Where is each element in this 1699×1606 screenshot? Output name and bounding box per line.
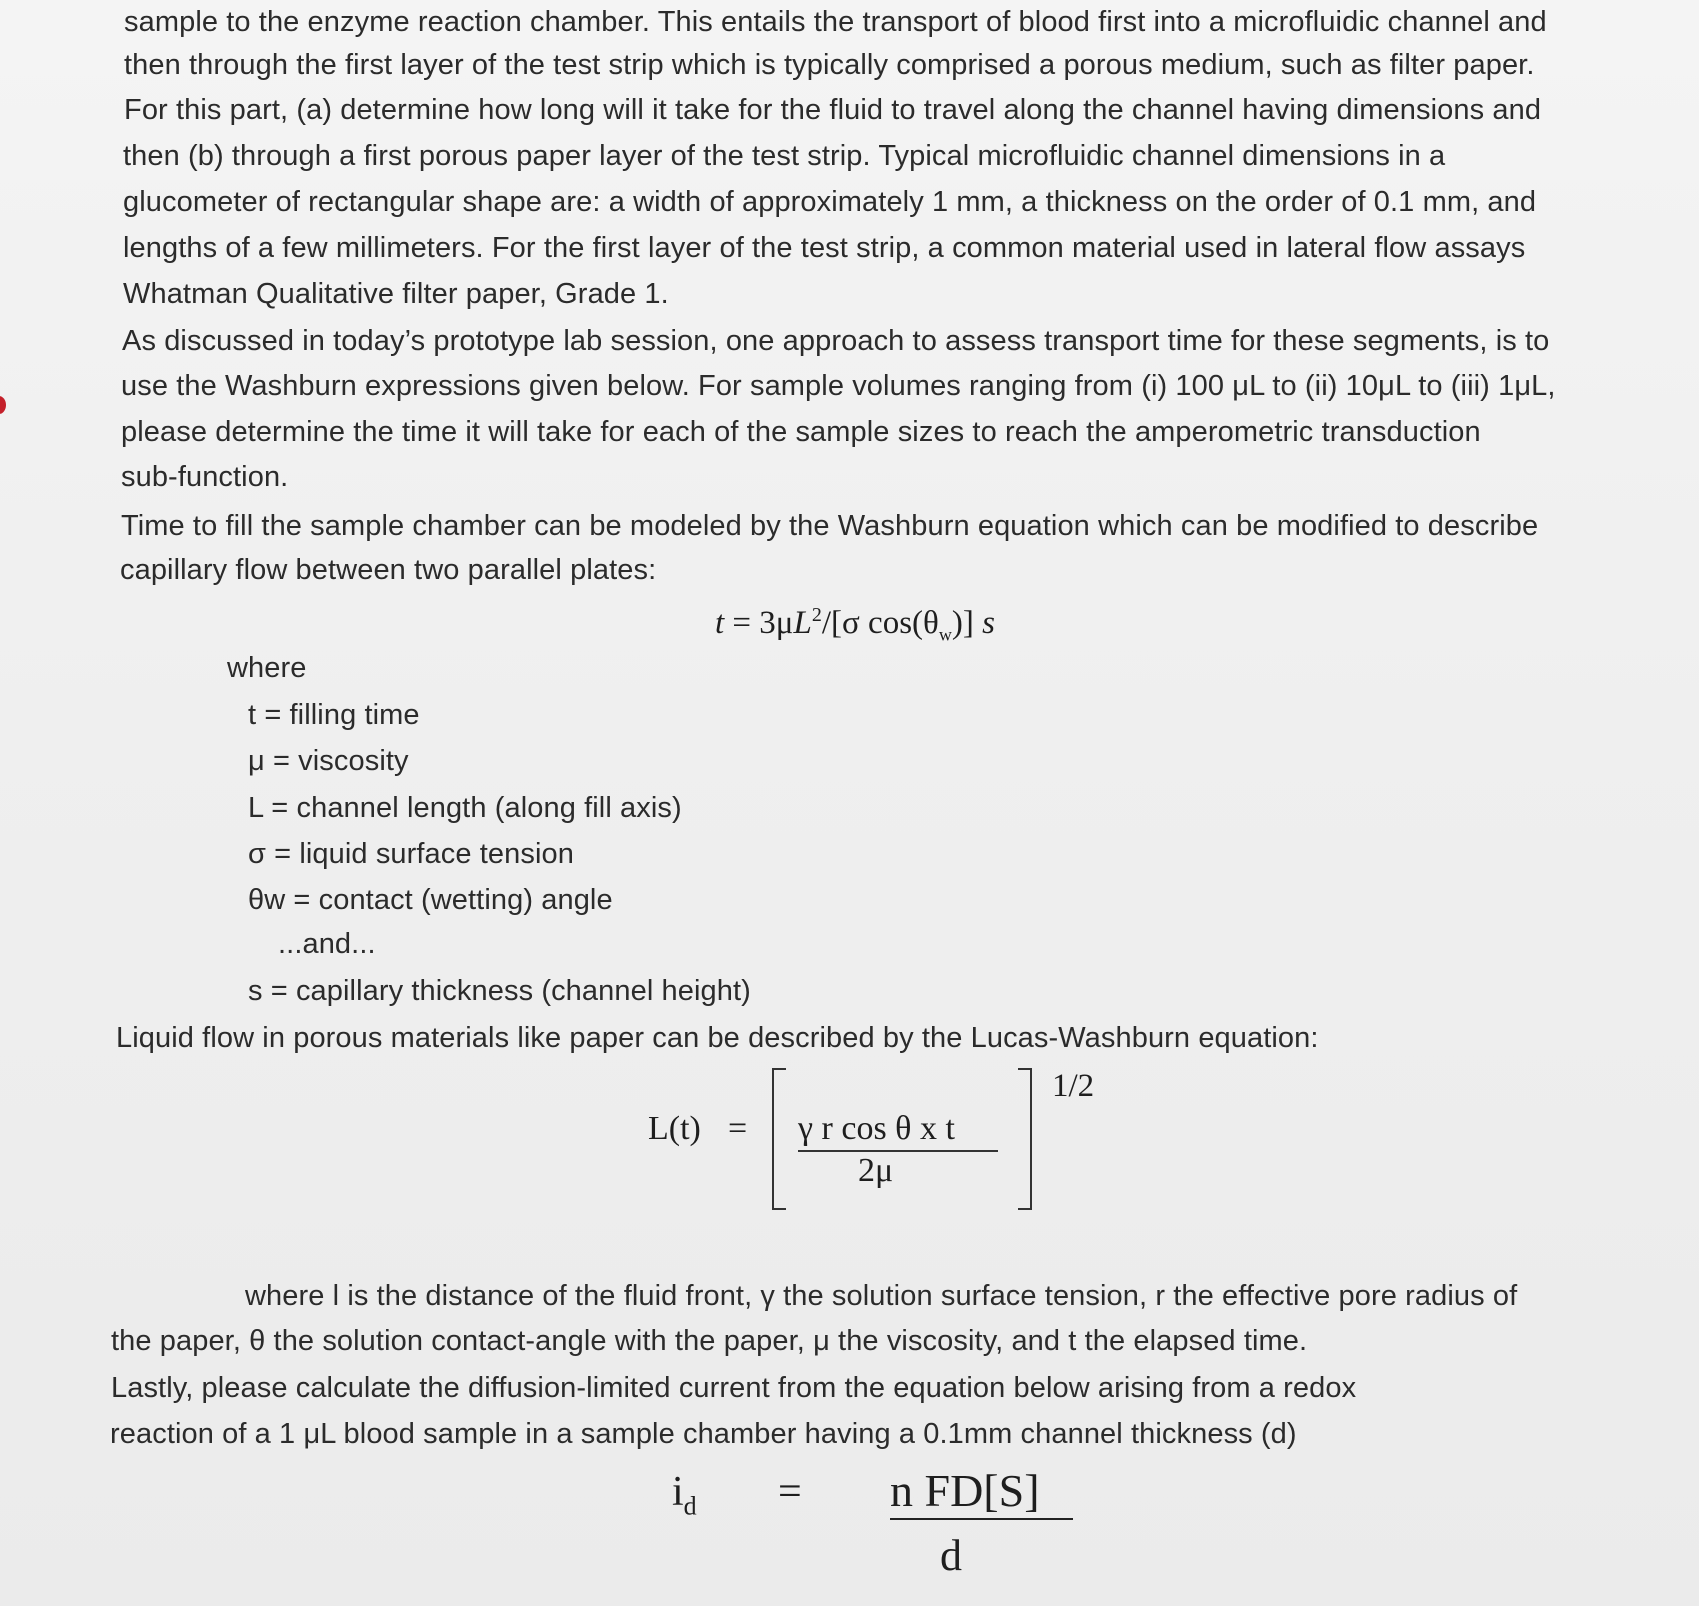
- variable-item: ...and...: [278, 928, 376, 960]
- text-line: where l is the distance of the fluid front, γ the solution surface tension, r the effective pore radius of: [245, 1280, 1518, 1312]
- variable-item: L = channel length (along fill axis): [248, 792, 682, 824]
- text-line: Lastly, please calculate the diffusion-limited current from the equation below arising from a redox: [111, 1372, 1357, 1404]
- text-line: Whatman Qualitative filter paper, Grade 1.: [123, 278, 669, 310]
- variable-item: σ = liquid surface tension: [248, 838, 574, 870]
- lucas-intro: Liquid flow in porous materials like paper can be described by the Lucas-Washburn equation:: [116, 1022, 1319, 1054]
- formula-equals: =: [778, 1469, 802, 1515]
- text-line: then (b) through a first porous paper layer of the test strip. Typical microfluidic channel dimensions in a: [123, 140, 1446, 172]
- fraction-numerator: γ r cos θ x t: [798, 1110, 955, 1147]
- text-line: sample to the enzyme reaction chamber. This entails the transport of blood first into a microfluidic channel and: [124, 6, 1547, 38]
- text-line: then through the first layer of the test strip which is typically comprised a porous medium, such as filter paper.: [124, 49, 1535, 81]
- text-line: For this part, (a) determine how long will it take for the fluid to travel along the channel having dimensions and: [124, 94, 1542, 126]
- text-line: please determine the time it will take for each of the sample sizes to reach the amperometric transduction: [121, 416, 1481, 448]
- formula-coef: = 3μ: [724, 605, 794, 641]
- text-line: use the Washburn expressions given below. For sample volumes ranging from (i) 100 μL to (ii) 10μL to (iii) 1μL,: [121, 370, 1556, 402]
- fraction-denominator: 2μ: [858, 1152, 894, 1189]
- red-edge-mark: [0, 396, 6, 414]
- where-label: where: [227, 652, 307, 684]
- variable-item: t = filling time: [248, 699, 420, 731]
- formula-equals: =: [728, 1110, 748, 1147]
- text-line: the paper, θ the solution contact-angle with the paper, μ the viscosity, and t the elapsed time.: [111, 1325, 1308, 1357]
- formula-close: )]: [951, 605, 983, 641]
- text-line: As discussed in today’s prototype lab session, one approach to assess transport time for these segments, is to: [122, 325, 1550, 357]
- formula-exponent: 2: [811, 604, 822, 626]
- variable-item: μ = viscosity: [248, 745, 409, 777]
- text-line: Time to fill the sample chamber can be modeled by the Washburn equation which can be modified to describe: [121, 510, 1539, 542]
- formula-power: 1/2: [1052, 1068, 1095, 1104]
- variable-item: s = capillary thickness (channel height): [248, 975, 751, 1007]
- fraction-bar: [798, 1150, 998, 1152]
- current-i: i: [672, 1469, 684, 1515]
- text-line: capillary flow between two parallel plates:: [120, 554, 657, 586]
- formula-current-symbol: [672, 1468, 697, 1521]
- left-bracket: [772, 1068, 786, 1210]
- text-line: sub-function.: [121, 461, 289, 493]
- washburn-plates-formula: [715, 604, 995, 646]
- right-bracket: [1018, 1068, 1032, 1210]
- variable-item: θw = contact (wetting) angle: [248, 884, 613, 916]
- formula-var-l: L: [793, 605, 812, 641]
- fraction-bar: [890, 1518, 1073, 1520]
- formula-denominator: /[σ cos(θ: [821, 605, 939, 641]
- current-subscript: d: [683, 1491, 697, 1521]
- text-line: reaction of a 1 μL blood sample in a sample chamber having a 0.1mm channel thickness (d): [110, 1418, 1297, 1450]
- formula-lhs: L(t): [648, 1110, 701, 1147]
- formula-var-t: t: [715, 605, 725, 641]
- formula-subscript: w: [938, 624, 952, 645]
- fraction-denominator: d: [940, 1531, 962, 1580]
- text-line: glucometer of rectangular shape are: a width of approximately 1 mm, a thickness on the order of 0.1 mm, and: [123, 186, 1537, 218]
- text-line: lengths of a few millimeters. For the first layer of the test strip, a common material used in lateral flow assays: [123, 232, 1526, 264]
- fraction-numerator: n FD[S]: [890, 1465, 1040, 1516]
- formula-var-s: s: [982, 605, 995, 641]
